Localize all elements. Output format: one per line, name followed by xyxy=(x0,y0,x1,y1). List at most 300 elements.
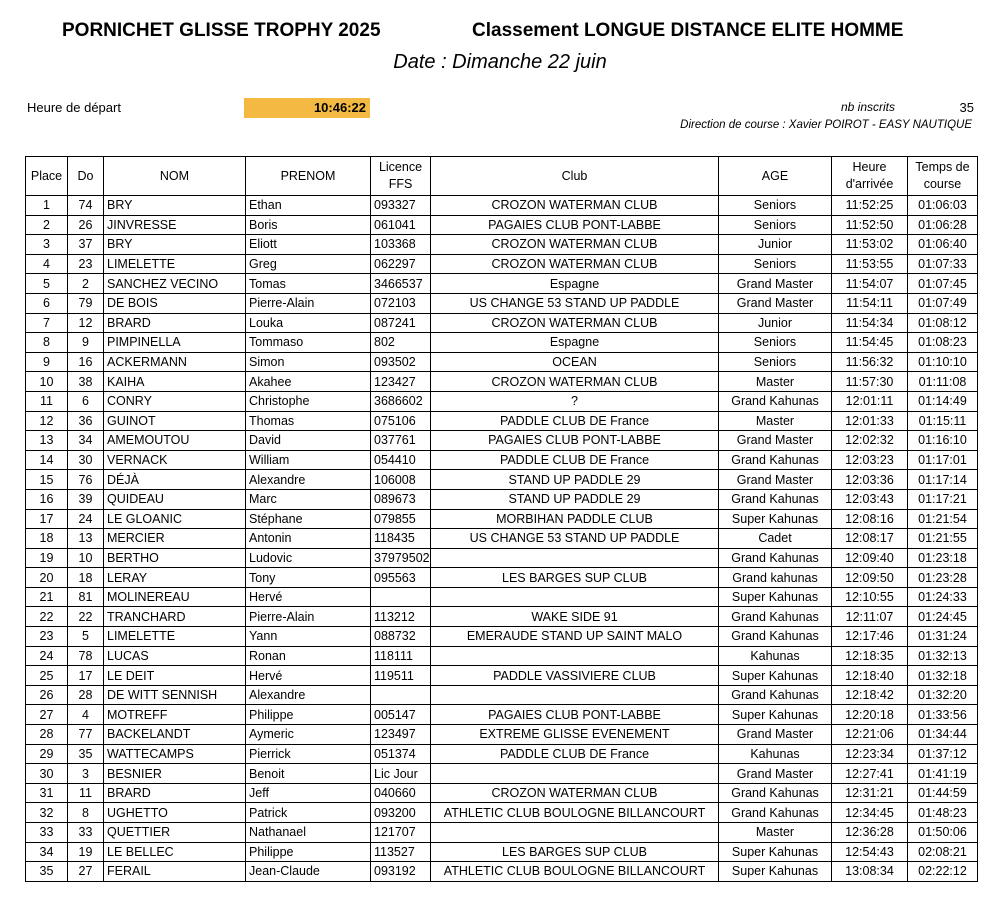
cell-place: 14 xyxy=(26,450,68,470)
cell-do: 12 xyxy=(68,313,104,333)
cell-do: 79 xyxy=(68,293,104,313)
cell-arrival: 12:03:23 xyxy=(832,450,908,470)
cell-place: 27 xyxy=(26,705,68,725)
cell-age: Grand Master xyxy=(719,293,832,313)
cell-place: 21 xyxy=(26,587,68,607)
cell-place: 26 xyxy=(26,685,68,705)
cell-prenom: Alexandre xyxy=(246,685,371,705)
cell-nom: LIMELETTE xyxy=(104,627,246,647)
cell-arrival: 11:57:30 xyxy=(832,372,908,392)
cell-licence: 106008 xyxy=(371,470,431,490)
cell-arrival: 12:08:17 xyxy=(832,529,908,549)
cell-age: Cadet xyxy=(719,529,832,549)
cell-club: CROZON WATERMAN CLUB xyxy=(431,196,719,216)
col-header-arrival-line1: Heure xyxy=(852,160,887,174)
cell-age: Grand Master xyxy=(719,470,832,490)
cell-age: Master xyxy=(719,372,832,392)
cell-age: Grand Kahunas xyxy=(719,391,832,411)
table-row xyxy=(26,215,978,235)
cell-nom: MERCIER xyxy=(104,529,246,549)
cell-club: US CHANGE 53 STAND UP PADDLE xyxy=(431,529,719,549)
cell-licence xyxy=(371,587,431,607)
col-header-club: Club xyxy=(431,157,719,196)
cell-licence: 061041 xyxy=(371,215,431,235)
cell-club: PAGAIES CLUB PONT-LABBE xyxy=(431,431,719,451)
cell-club: PADDLE CLUB DE France xyxy=(431,744,719,764)
cell-race-time: 01:16:10 xyxy=(908,431,978,451)
cell-prenom: Nathanael xyxy=(246,823,371,843)
table-row xyxy=(26,666,978,686)
cell-nom: SANCHEZ VECINO xyxy=(104,274,246,294)
cell-club: CROZON WATERMAN CLUB xyxy=(431,783,719,803)
cell-prenom: Philippe xyxy=(246,705,371,725)
cell-race-time: 01:07:33 xyxy=(908,254,978,274)
cell-race-time: 01:17:14 xyxy=(908,470,978,490)
cell-club: OCEAN xyxy=(431,352,719,372)
cell-race-time: 01:34:44 xyxy=(908,725,978,745)
cell-nom: KAIHA xyxy=(104,372,246,392)
cell-age: Grand Master xyxy=(719,725,832,745)
table-row xyxy=(26,862,978,882)
cell-do: 2 xyxy=(68,274,104,294)
cell-nom: BRARD xyxy=(104,313,246,333)
col-header-race-time-line1: Temps de xyxy=(915,160,970,174)
cell-nom: CONRY xyxy=(104,391,246,411)
cell-club: ATHLETIC CLUB BOULOGNE BILLANCOURT xyxy=(431,862,719,882)
cell-age: Grand Kahunas xyxy=(719,783,832,803)
cell-do: 74 xyxy=(68,196,104,216)
cell-club: CROZON WATERMAN CLUB xyxy=(431,372,719,392)
cell-do: 38 xyxy=(68,372,104,392)
cell-nom: BRARD xyxy=(104,783,246,803)
table-row xyxy=(26,313,978,333)
cell-age: Junior xyxy=(719,313,832,333)
cell-place: 20 xyxy=(26,568,68,588)
cell-licence: 088732 xyxy=(371,627,431,647)
cell-nom: BESNIER xyxy=(104,764,246,784)
cell-club: Espagne xyxy=(431,333,719,353)
cell-place: 16 xyxy=(26,489,68,509)
table-row xyxy=(26,744,978,764)
table-row xyxy=(26,372,978,392)
cell-club xyxy=(431,685,719,705)
cell-prenom: Philippe xyxy=(246,842,371,862)
cell-prenom: Benoit xyxy=(246,764,371,784)
cell-age: Seniors xyxy=(719,196,832,216)
cell-nom: LE GLOANIC xyxy=(104,509,246,529)
cell-club: PADDLE CLUB DE France xyxy=(431,411,719,431)
cell-club: CROZON WATERMAN CLUB xyxy=(431,254,719,274)
table-row xyxy=(26,391,978,411)
cell-do: 24 xyxy=(68,509,104,529)
cell-licence: 093200 xyxy=(371,803,431,823)
cell-race-time: 01:17:01 xyxy=(908,450,978,470)
cell-prenom: Marc xyxy=(246,489,371,509)
cell-do: 10 xyxy=(68,548,104,568)
start-time-label: Heure de départ xyxy=(27,100,121,115)
cell-do: 22 xyxy=(68,607,104,627)
cell-licence: 802 xyxy=(371,333,431,353)
cell-prenom: Ronan xyxy=(246,646,371,666)
cell-licence: 093502 xyxy=(371,352,431,372)
race-date: Date : Dimanche 22 juin xyxy=(393,51,607,73)
cell-arrival: 11:53:55 xyxy=(832,254,908,274)
cell-age: Grand Kahunas xyxy=(719,548,832,568)
cell-do: 3 xyxy=(68,764,104,784)
cell-do: 13 xyxy=(68,529,104,549)
cell-arrival: 11:54:34 xyxy=(832,313,908,333)
cell-place: 34 xyxy=(26,842,68,862)
cell-do: 36 xyxy=(68,411,104,431)
cell-licence: 093327 xyxy=(371,196,431,216)
cell-licence: 093192 xyxy=(371,862,431,882)
cell-place: 32 xyxy=(26,803,68,823)
table-row xyxy=(26,587,978,607)
results-body xyxy=(26,196,978,882)
cell-arrival: 12:34:45 xyxy=(832,803,908,823)
cell-place: 25 xyxy=(26,666,68,686)
cell-prenom: Tommaso xyxy=(246,333,371,353)
cell-do: 4 xyxy=(68,705,104,725)
table-row xyxy=(26,783,978,803)
cell-do: 8 xyxy=(68,803,104,823)
cell-age: Grand Master xyxy=(719,274,832,294)
cell-prenom: Ludovic xyxy=(246,548,371,568)
col-header-nom: NOM xyxy=(104,157,246,196)
cell-licence: 051374 xyxy=(371,744,431,764)
cell-club xyxy=(431,646,719,666)
cell-race-time: 01:15:11 xyxy=(908,411,978,431)
cell-do: 34 xyxy=(68,431,104,451)
cell-licence: 123427 xyxy=(371,372,431,392)
cell-do: 16 xyxy=(68,352,104,372)
table-row xyxy=(26,548,978,568)
cell-place: 22 xyxy=(26,607,68,627)
cell-prenom: Pierre-Alain xyxy=(246,293,371,313)
cell-place: 31 xyxy=(26,783,68,803)
cell-arrival: 11:52:25 xyxy=(832,196,908,216)
cell-age: Grand Master xyxy=(719,431,832,451)
table-row xyxy=(26,725,978,745)
cell-place: 8 xyxy=(26,333,68,353)
cell-place: 33 xyxy=(26,823,68,843)
cell-arrival: 12:18:40 xyxy=(832,666,908,686)
results-table xyxy=(25,156,978,882)
cell-arrival: 12:10:55 xyxy=(832,587,908,607)
cell-club: PADDLE CLUB DE France xyxy=(431,450,719,470)
cell-licence xyxy=(371,685,431,705)
cell-prenom: Pierre-Alain xyxy=(246,607,371,627)
cell-nom: LE BELLEC xyxy=(104,842,246,862)
cell-licence: 095563 xyxy=(371,568,431,588)
cell-race-time: 01:06:40 xyxy=(908,235,978,255)
cell-place: 12 xyxy=(26,411,68,431)
cell-arrival: 12:23:34 xyxy=(832,744,908,764)
cell-club: PAGAIES CLUB PONT-LABBE xyxy=(431,705,719,725)
cell-nom: LIMELETTE xyxy=(104,254,246,274)
col-header-licence xyxy=(371,157,431,196)
cell-do: 27 xyxy=(68,862,104,882)
cell-age: Super Kahunas xyxy=(719,509,832,529)
table-row xyxy=(26,196,978,216)
cell-do: 37 xyxy=(68,235,104,255)
col-header-age: AGE xyxy=(719,157,832,196)
cell-do: 30 xyxy=(68,450,104,470)
cell-club: STAND UP PADDLE 29 xyxy=(431,470,719,490)
cell-club: EMERAUDE STAND UP SAINT MALO xyxy=(431,627,719,647)
cell-race-time: 02:08:21 xyxy=(908,842,978,862)
cell-race-time: 01:14:49 xyxy=(908,391,978,411)
cell-arrival: 12:18:42 xyxy=(832,685,908,705)
table-row xyxy=(26,803,978,823)
cell-nom: DÉJÀ xyxy=(104,470,246,490)
cell-race-time: 01:44:59 xyxy=(908,783,978,803)
cell-race-time: 01:23:18 xyxy=(908,548,978,568)
cell-arrival: 11:54:07 xyxy=(832,274,908,294)
cell-age: Super Kahunas xyxy=(719,862,832,882)
cell-nom: LE DEIT xyxy=(104,666,246,686)
cell-prenom: Louka xyxy=(246,313,371,333)
cell-prenom: Ethan xyxy=(246,196,371,216)
cell-nom: TRANCHARD xyxy=(104,607,246,627)
cell-prenom: Boris xyxy=(246,215,371,235)
cell-prenom: Yann xyxy=(246,627,371,647)
table-row xyxy=(26,646,978,666)
table-row xyxy=(26,333,978,353)
cell-age: Master xyxy=(719,411,832,431)
cell-arrival: 12:02:32 xyxy=(832,431,908,451)
cell-prenom: Eliott xyxy=(246,235,371,255)
cell-arrival: 12:08:16 xyxy=(832,509,908,529)
cell-nom: PIMPINELLA xyxy=(104,333,246,353)
cell-race-time: 01:08:12 xyxy=(908,313,978,333)
cell-race-time: 01:32:13 xyxy=(908,646,978,666)
cell-age: Grand Kahunas xyxy=(719,450,832,470)
cell-do: 26 xyxy=(68,215,104,235)
cell-club: WAKE SIDE 91 xyxy=(431,607,719,627)
cell-arrival: 12:27:41 xyxy=(832,764,908,784)
cell-place: 2 xyxy=(26,215,68,235)
cell-arrival: 11:54:11 xyxy=(832,293,908,313)
cell-prenom: Tomas xyxy=(246,274,371,294)
cell-race-time: 01:32:18 xyxy=(908,666,978,686)
cell-nom: DE WITT SENNISH xyxy=(104,685,246,705)
cell-age: Grand Kahunas xyxy=(719,489,832,509)
cell-race-time: 02:22:12 xyxy=(908,862,978,882)
cell-age: Master xyxy=(719,823,832,843)
cell-licence: 072103 xyxy=(371,293,431,313)
table-row xyxy=(26,352,978,372)
cell-place: 15 xyxy=(26,470,68,490)
cell-race-time: 01:11:08 xyxy=(908,372,978,392)
cell-do: 5 xyxy=(68,627,104,647)
col-header-arrival xyxy=(832,157,908,196)
col-header-place: Place xyxy=(26,157,68,196)
table-row xyxy=(26,529,978,549)
cell-licence: 3686602 xyxy=(371,391,431,411)
cell-licence: 089673 xyxy=(371,489,431,509)
cell-do: 28 xyxy=(68,685,104,705)
cell-race-time: 01:32:20 xyxy=(908,685,978,705)
cell-do: 76 xyxy=(68,470,104,490)
cell-arrival: 11:54:45 xyxy=(832,333,908,353)
cell-licence: 118435 xyxy=(371,529,431,549)
cell-prenom: Hervé xyxy=(246,666,371,686)
cell-nom: DE BOIS xyxy=(104,293,246,313)
cell-do: 11 xyxy=(68,783,104,803)
event-title: PORNICHET GLISSE TROPHY 2025 xyxy=(62,20,381,41)
cell-race-time: 01:48:23 xyxy=(908,803,978,823)
cell-place: 1 xyxy=(26,196,68,216)
cell-arrival: 12:09:50 xyxy=(832,568,908,588)
table-row xyxy=(26,431,978,451)
cell-club: US CHANGE 53 STAND UP PADDLE xyxy=(431,293,719,313)
cell-licence: 3466537 xyxy=(371,274,431,294)
col-header-do: Do xyxy=(68,157,104,196)
cell-licence: 062297 xyxy=(371,254,431,274)
col-header-prenom: PRENOM xyxy=(246,157,371,196)
cell-place: 13 xyxy=(26,431,68,451)
cell-arrival: 12:11:07 xyxy=(832,607,908,627)
cell-nom: ACKERMANN xyxy=(104,352,246,372)
cell-age: Grand Kahunas xyxy=(719,607,832,627)
cell-licence: 103368 xyxy=(371,235,431,255)
cell-prenom: Antonin xyxy=(246,529,371,549)
cell-licence: 113527 xyxy=(371,842,431,862)
cell-arrival: 11:53:02 xyxy=(832,235,908,255)
cell-prenom: Jean-Claude xyxy=(246,862,371,882)
col-header-race-time-line2: course xyxy=(923,177,962,191)
cell-nom: AMEMOUTOU xyxy=(104,431,246,451)
cell-club: ATHLETIC CLUB BOULOGNE BILLANCOURT xyxy=(431,803,719,823)
cell-club xyxy=(431,764,719,784)
cell-race-time: 01:33:56 xyxy=(908,705,978,725)
cell-licence: 113212 xyxy=(371,607,431,627)
cell-prenom: Patrick xyxy=(246,803,371,823)
cell-age: Kahunas xyxy=(719,646,832,666)
col-header-race-time xyxy=(908,157,978,196)
cell-licence: 118111 xyxy=(371,646,431,666)
cell-age: Seniors xyxy=(719,215,832,235)
cell-race-time: 01:41:19 xyxy=(908,764,978,784)
cell-place: 5 xyxy=(26,274,68,294)
cell-club: PADDLE VASSIVIERE CLUB xyxy=(431,666,719,686)
cell-prenom: Alexandre xyxy=(246,470,371,490)
cell-arrival: 12:09:40 xyxy=(832,548,908,568)
cell-race-time: 01:10:10 xyxy=(908,352,978,372)
cell-age: Super Kahunas xyxy=(719,705,832,725)
table-row xyxy=(26,705,978,725)
ranking-title: Classement LONGUE DISTANCE ELITE HOMME xyxy=(472,20,904,41)
cell-licence: 087241 xyxy=(371,313,431,333)
cell-licence: 079855 xyxy=(371,509,431,529)
cell-age: Seniors xyxy=(719,254,832,274)
cell-nom: GUINOT xyxy=(104,411,246,431)
cell-age: Super Kahunas xyxy=(719,842,832,862)
cell-place: 28 xyxy=(26,725,68,745)
cell-arrival: 12:21:06 xyxy=(832,725,908,745)
cell-nom: BRY xyxy=(104,196,246,216)
cell-race-time: 01:08:23 xyxy=(908,333,978,353)
table-row xyxy=(26,823,978,843)
cell-age: Seniors xyxy=(719,352,832,372)
cell-place: 17 xyxy=(26,509,68,529)
col-header-licence-line2: FFS xyxy=(388,177,413,191)
cell-place: 3 xyxy=(26,235,68,255)
table-row xyxy=(26,450,978,470)
cell-arrival: 12:31:21 xyxy=(832,783,908,803)
cell-place: 30 xyxy=(26,764,68,784)
cell-club: STAND UP PADDLE 29 xyxy=(431,489,719,509)
cell-club: CROZON WATERMAN CLUB xyxy=(431,313,719,333)
cell-prenom: Simon xyxy=(246,352,371,372)
cell-prenom: Aymeric xyxy=(246,725,371,745)
cell-place: 11 xyxy=(26,391,68,411)
cell-arrival: 12:01:33 xyxy=(832,411,908,431)
cell-prenom: William xyxy=(246,450,371,470)
cell-do: 9 xyxy=(68,333,104,353)
registered-count-label: nb inscrits xyxy=(841,100,896,114)
cell-club xyxy=(431,587,719,607)
cell-nom: UGHETTO xyxy=(104,803,246,823)
cell-prenom: Pierrick xyxy=(246,744,371,764)
cell-age: Grand Kahunas xyxy=(719,685,832,705)
cell-race-time: 01:31:24 xyxy=(908,627,978,647)
cell-do: 81 xyxy=(68,587,104,607)
cell-prenom: Hervé xyxy=(246,587,371,607)
cell-licence: 121707 xyxy=(371,823,431,843)
cell-nom: QUIDEAU xyxy=(104,489,246,509)
registered-count-value: 35 xyxy=(959,100,974,115)
start-time-value: 10:46:22 xyxy=(244,98,370,118)
col-header-arrival-line2: d'arrivée xyxy=(845,177,894,191)
table-row xyxy=(26,509,978,529)
cell-prenom: Jeff xyxy=(246,783,371,803)
cell-prenom: Greg xyxy=(246,254,371,274)
cell-age: Junior xyxy=(719,235,832,255)
cell-age: Kahunas xyxy=(719,744,832,764)
cell-do: 18 xyxy=(68,568,104,588)
race-direction: Direction de course : Xavier POIROT - EASY NAUTIQUE xyxy=(680,119,972,131)
cell-club xyxy=(431,548,719,568)
cell-nom: LERAY xyxy=(104,568,246,588)
cell-place: 18 xyxy=(26,529,68,549)
cell-do: 77 xyxy=(68,725,104,745)
cell-race-time: 01:06:28 xyxy=(908,215,978,235)
table-row xyxy=(26,764,978,784)
cell-arrival: 12:54:43 xyxy=(832,842,908,862)
cell-club: EXTREME GLISSE EVENEMENT xyxy=(431,725,719,745)
cell-arrival: 12:17:46 xyxy=(832,627,908,647)
cell-place: 35 xyxy=(26,862,68,882)
table-row xyxy=(26,607,978,627)
cell-do: 35 xyxy=(68,744,104,764)
cell-race-time: 01:50:06 xyxy=(908,823,978,843)
cell-race-time: 01:07:45 xyxy=(908,274,978,294)
cell-club: Espagne xyxy=(431,274,719,294)
cell-nom: WATTECAMPS xyxy=(104,744,246,764)
cell-licence: 040660 xyxy=(371,783,431,803)
cell-arrival: 12:03:36 xyxy=(832,470,908,490)
cell-place: 7 xyxy=(26,313,68,333)
cell-nom: BERTHO xyxy=(104,548,246,568)
cell-licence: 054410 xyxy=(371,450,431,470)
col-header-licence-line1: Licence xyxy=(378,160,423,174)
cell-race-time: 01:23:28 xyxy=(908,568,978,588)
cell-prenom: Thomas xyxy=(246,411,371,431)
cell-place: 4 xyxy=(26,254,68,274)
cell-age: Super Kahunas xyxy=(719,587,832,607)
